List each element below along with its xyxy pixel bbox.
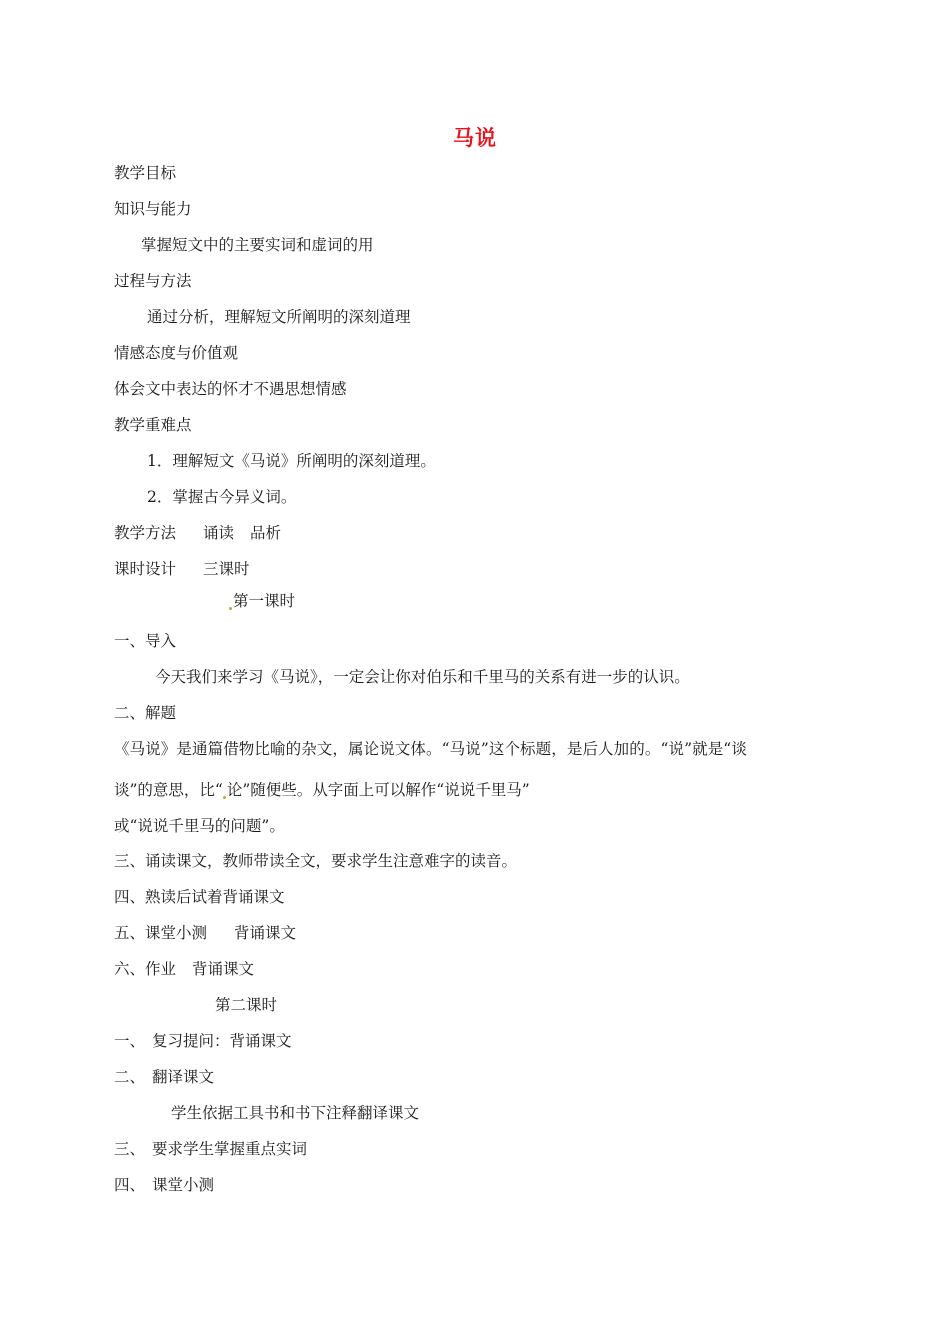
method-1: 诵读 (203, 524, 235, 542)
lesson2-section-1 (114, 1031, 292, 1051)
lesson2-section-3 (114, 1139, 307, 1159)
lesson1-section-5-label: 五、课堂小测 (114, 924, 208, 942)
lesson2-section-4 (114, 1175, 214, 1195)
period-value: 三课时 (203, 560, 250, 578)
lesson1-section-2-text-c: 或“说说千里马的问题”。 (114, 817, 285, 835)
lesson2-section-2-detail: 学生依据工具书和书下注释翻译课文 (171, 1104, 420, 1122)
lesson2-section-3-text: 要求学生掌握重点实词 (152, 1140, 308, 1158)
lesson2-section-2-num: 二、 (114, 1068, 146, 1086)
process-heading: 过程与方法 (114, 272, 192, 290)
lesson1-heading-text: 第一课时 (233, 592, 296, 610)
lesson1-section-2-text-b2: 论”随便些。从字面上可以解作“说说千里马” (226, 781, 530, 799)
document-title: 马说 (453, 126, 497, 150)
process-text: 通过分析，理解短文所阐明的深刻道理 (147, 308, 411, 326)
lesson1-section-1-text: 今天我们来学习《马说》，一定会让你对伯乐和千里马的关系有进一步的认识。 (155, 668, 690, 686)
lesson1-section-5 (114, 923, 296, 943)
mark-dot (223, 796, 226, 799)
period-row (114, 559, 250, 579)
lesson2-section-4-text: 课堂小测 (152, 1176, 215, 1194)
difficulty-item-2: 2．掌握古今异义词。 (147, 488, 297, 506)
emotion-heading: 情感态度与价值观 (114, 344, 239, 362)
lesson1-section-2-text-a: 《马说》是通篇借物比喻的杂文，属论说文体。“马说”这个标题，是后人加的。“说”就是“谈 (114, 740, 747, 758)
knowledge-text: 掌握短文中的主要实词和虚词的用 (141, 236, 374, 254)
lesson2-section-1-num: 一、 (114, 1032, 146, 1050)
method-row (114, 523, 281, 543)
lesson1-section-3: 三、诵读课文，教师带读全文，要求学生注意难字的读音。 (114, 852, 518, 870)
objectives-heading: 教学目标 (114, 164, 177, 182)
knowledge-heading: 知识与能力 (114, 200, 192, 218)
lesson1-section-2-text-b (114, 780, 530, 800)
lesson2-section-1-text: 复习提问：背诵课文 (152, 1032, 292, 1050)
lesson1-section-6 (114, 959, 254, 979)
lesson1-section-6-label: 六、作业 (114, 960, 177, 978)
lesson2-section-2-text: 翻译课文 (152, 1068, 215, 1086)
lesson1-section-2-text-b1: 谈”的意思，比“ (114, 781, 223, 799)
lesson1-section-5-value: 背诵课文 (234, 924, 297, 942)
period-label: 课时设计 (114, 560, 177, 578)
lesson1-section-1: 一、导入 (114, 632, 177, 650)
method-label: 教学方法 (114, 524, 177, 542)
emotion-text: 体会文中表达的怀才不遇思想情感 (114, 380, 347, 398)
mark-dot (229, 607, 232, 610)
difficulty-item-1: 1．理解短文《马说》所阐明的深刻道理。 (147, 452, 436, 470)
lesson1-heading (229, 591, 295, 611)
lesson2-heading: 第二课时 (215, 996, 278, 1014)
difficulty-heading: 教学重难点 (114, 416, 192, 434)
lesson1-section-2: 二、解题 (114, 704, 177, 722)
method-2: 品析 (250, 524, 282, 542)
lesson1-section-4: 四、熟读后试着背诵课文 (114, 888, 285, 906)
lesson2-section-3-num: 三、 (114, 1140, 146, 1158)
lesson1-section-6-value: 背诵课文 (192, 960, 255, 978)
lesson2-section-4-num: 四、 (114, 1176, 146, 1194)
lesson2-section-2 (114, 1067, 214, 1087)
